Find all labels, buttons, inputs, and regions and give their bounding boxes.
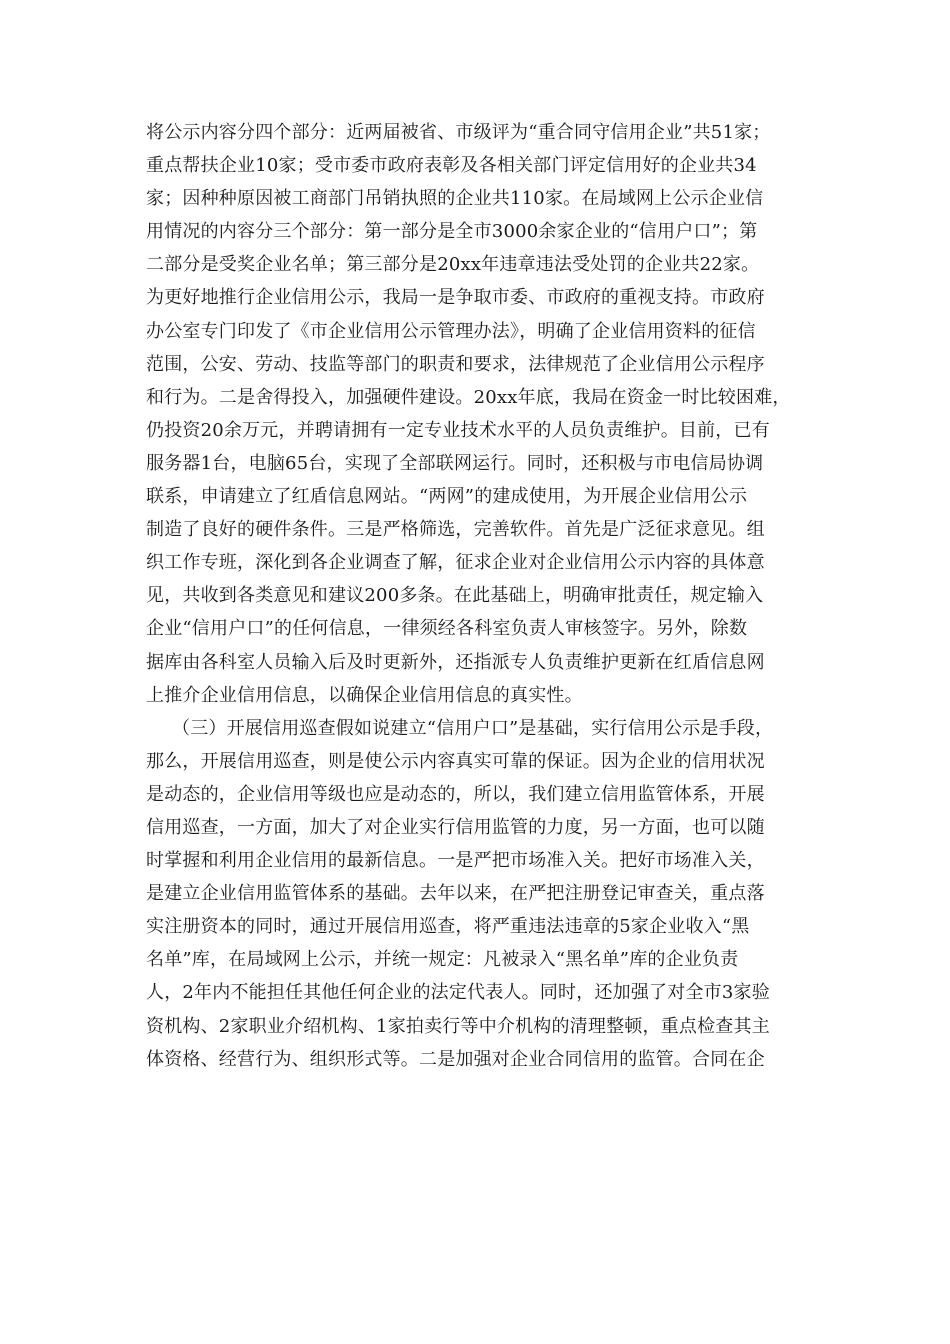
- text-line: 据库由各科室人员输入后及时更新外，还指派专人负责维护更新在红盾信息网: [146, 651, 765, 673]
- text-line: 人，2年内不能担任其他任何企业的法定代表人。同时，还加强了对全市3家验: [146, 982, 770, 1004]
- text-line: 体资格、经营行为、组织形式等。二是加强对企业合同信用的监管。合同在企: [146, 1048, 765, 1070]
- text-line: 是动态的，企业信用等级也应是动态的，所以，我们建立信用监管体系，开展: [146, 783, 765, 805]
- text-line: 实注册资本的同时，通过开展信用巡查，将严重违法违章的5家企业收入“黑: [146, 916, 750, 938]
- text-line: 资机构、2家职业介绍机构、1家拍卖行等中介机构的清理整顿，重点检查其主: [146, 1015, 770, 1037]
- text-line: 和行为。二是舍得投入，加强硬件建设。20xx年底，我局在资金一时比较困难，: [146, 386, 791, 408]
- text-line: 名单”库，在局域网上公示，并统一规定：凡被录入“黑名单”库的企业负责: [146, 949, 739, 971]
- text-line: 见，共收到各类意见和建议200多条。在此基础上，明确审批责任，规定输入: [146, 585, 764, 607]
- text-line: 范围，公安、劳动、技监等部门的职责和要求，法律规范了企业信用公示程序: [146, 353, 765, 375]
- section-heading-line: （三）开展信用巡查假如说建立“信用户口”是基础，实行信用公示是手段，: [172, 717, 774, 739]
- text-line: 仍投资20余万元，并聘请拥有一定专业技术水平的人员负责维护。目前，已有: [146, 419, 770, 441]
- text-line: 企业“信用户口”的任何信息，一律须经各科室负责人审核签字。另外，除数: [146, 618, 748, 640]
- text-line: 家；因种种原因被工商部门吊销执照的企业共110家。在局域网上公示企业信: [146, 188, 764, 210]
- text-line: 那么，开展信用巡查，则是使公示内容真实可靠的保证。因为企业的信用状况: [146, 750, 765, 772]
- text-line: 为更好地推行企业信用公示，我局一是争取市委、市政府的重视支持。市政府: [146, 287, 765, 309]
- text-line: 织工作专班，深化到各企业调查了解，征求企业对企业信用公示内容的具体意: [146, 552, 765, 574]
- text-line: 是建立企业信用监管体系的基础。去年以来，在严把注册登记审查关，重点落: [146, 883, 765, 905]
- text-line: 信用巡查，一方面，加大了对企业实行信用监管的力度，另一方面，也可以随: [146, 816, 765, 838]
- text-line: 将公示内容分四个部分：近两届被省、市级评为“重合同守信用企业”共51家；: [146, 122, 771, 143]
- text-line: 服务器1台，电脑65台，实现了全部联网运行。同时，还积极与市电信局协调: [146, 452, 764, 474]
- text-line: 重点帮扶企业10家；受市委市政府表彰及各相关部门评定信用好的企业共34: [146, 155, 757, 177]
- text-line: 用情况的内容分三个部分：第一部分是全市3000余家企业的“信用户口”；第: [146, 221, 758, 243]
- text-line: 联系，申请建立了红盾信息网站。“两网”的建成使用，为开展企业信用公示: [146, 486, 748, 508]
- text-line: 上推介企业信用信息，以确保企业信用信息的真实性。: [146, 684, 583, 706]
- text-line: 时掌握和利用企业信用的最新信息。一是严把市场准入关。把好市场准入关，: [146, 850, 765, 872]
- document-body: [146, 116, 806, 1076]
- text-line: 二部分是受奖企业名单；第三部分是20xx年违章违法受处罚的企业共22家。: [146, 254, 760, 276]
- text-line: 办公室专门印发了《市企业信用公示管理办法》，明确了企业信用资料的征信: [146, 320, 756, 342]
- text-line: 制造了良好的硬件条件。三是严格筛选，完善软件。首先是广泛征求意见。组: [146, 519, 765, 541]
